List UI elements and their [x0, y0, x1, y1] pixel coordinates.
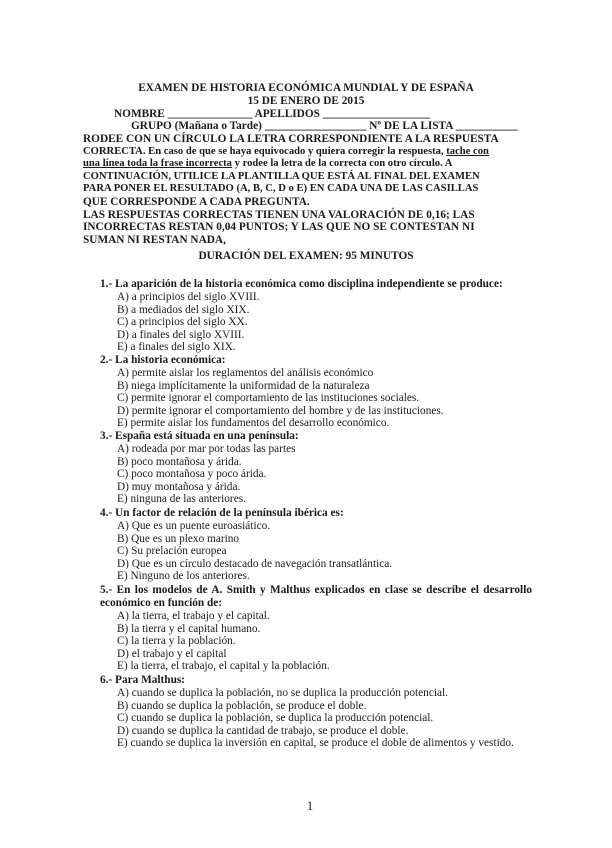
instr-line-6: QUE CORRESPONDE A CADA PREGUNTA.: [83, 195, 310, 208]
question-5-stem: [100, 584, 532, 610]
grupo-line: [131, 120, 518, 133]
apellidos-blank[interactable]: ___________________: [322, 108, 431, 120]
question-3-stem: 3.- España está situada en una península:: [100, 430, 299, 442]
question-1-stem: 1.- La aparición de la historia económica como disciplina independiente se produce:: [100, 278, 503, 290]
question-5-options: [117, 610, 537, 673]
grupo-blank[interactable]: __________________: [264, 120, 367, 132]
question-6-option-e[interactable]: E) cuando se duplica la inversión en capital, se produce el doble de alimentos y vestido.: [117, 737, 514, 750]
question-3-option-a[interactable]: A) rodeada por mar por todas las partes: [117, 443, 296, 455]
question-6-option-a[interactable]: A) cuando se duplica la población, no se duplica la producción potencial.: [117, 687, 448, 699]
apellidos-label: APELLIDOS: [254, 108, 320, 120]
question-6-option-c[interactable]: C) cuando se duplica la población, se duplica la producción potencial.: [117, 712, 434, 725]
question-1-option-c[interactable]: C) a principios del siglo XX.: [117, 316, 248, 329]
question-2-option-e[interactable]: E) permite aislar los fundamentos del desarrollo económico.: [117, 417, 390, 430]
question-4-option-d[interactable]: D) Que es un círculo destacado de navegación transatlántica.: [117, 557, 393, 570]
question-1-option-b[interactable]: B) a mediados del siglo XIX.: [117, 303, 250, 316]
instructions: [83, 133, 531, 246]
question-2-stem: 2.- La historia económica:: [100, 354, 226, 366]
instr-line-8: INCORRECTAS RESTAN 0,04 PUNTOS; Y LAS QUE NO SE CONTESTAN NI: [83, 221, 475, 234]
question-4-option-b[interactable]: B) Que es un plexo marino: [117, 532, 240, 545]
instr-line-2: CORRECTA. En caso de que se haya equivocado y quiera corregir la respuesta, tache con: [83, 145, 489, 157]
nombre-blank[interactable]: _______________: [167, 108, 253, 120]
instr-line-3: una línea toda la frase incorrecta y rodee la letra de la correcta con otro círculo. A: [83, 158, 453, 170]
question-5-option-a[interactable]: A) la tierra, el trabajo y el capital.: [117, 610, 270, 622]
question-4-option-a[interactable]: A) Que es un puente euroasiático.: [117, 520, 271, 532]
exam-duration: DURACIÓN DEL EXAMEN: 95 MINUTOS: [198, 250, 414, 262]
question-5-option-e[interactable]: E) la tierra, el trabajo, el capital y la población.: [117, 660, 330, 673]
question-2-option-d[interactable]: D) permite ignorar el comportamiento del hombre y de las instituciones.: [117, 404, 444, 417]
question-1-options: [117, 291, 537, 354]
question-5-option-d[interactable]: D) el trabajo y el capital: [117, 647, 227, 660]
exam-date: 15 DE ENERO DE 2015: [247, 95, 365, 107]
question-3-option-d[interactable]: D) muy montañosa y árida.: [117, 480, 241, 493]
question-6-option-d[interactable]: D) cuando se duplica la cantidad de trabajo, se produce el doble.: [117, 724, 409, 737]
question-4-option-e[interactable]: E) Ninguno de los anteriores.: [117, 570, 250, 583]
question-2-options: [117, 367, 537, 430]
question-4-options: [117, 520, 537, 583]
instr-line-9: SUMAN NI RESTAN NADA,: [83, 233, 226, 246]
question-3-option-e[interactable]: E) ninguna de las anteriores.: [117, 493, 246, 506]
lista-label: Nº DE LA LISTA: [369, 120, 453, 132]
question-1-option-a[interactable]: A) a principios del siglo XVIII.: [117, 291, 260, 303]
question-4-option-c[interactable]: C) Su prelación europea: [117, 545, 227, 558]
question-6-option-b[interactable]: B) cuando se duplica la población, se produce el doble.: [117, 699, 367, 712]
question-3-options: [117, 443, 537, 506]
question-4-stem: 4.- Un factor de relación de la península ibérica es:: [100, 507, 344, 519]
exam-title: EXAMEN DE HISTORIA ECONÓMICA MUNDIAL Y DE ESPAÑA: [138, 82, 474, 94]
instr-line-7: LAS RESPUESTAS CORRECTAS TIENEN UNA VALORACIÓN DE 0,16; LAS: [83, 208, 475, 221]
question-2-option-c[interactable]: C) permite ignorar el comportamiento de las instituciones sociales.: [117, 392, 420, 405]
question-3-option-c[interactable]: C) poco montañosa y poco árida.: [117, 468, 267, 481]
question-3-option-b[interactable]: B) poco montañosa y árida.: [117, 455, 242, 468]
question-6-stem: 6.- Para Malthus:: [100, 674, 186, 686]
page-number: 1: [306, 798, 314, 813]
instr-line-1: RODEE CON UN CÍRCULO LA LETRA CORRESPONDIENTE A LA RESPUESTA: [83, 133, 499, 145]
grupo-label: GRUPO (Mañana o Tarde): [131, 120, 262, 132]
question-1-option-e[interactable]: E) a finales del siglo XIX.: [117, 341, 236, 354]
question-5-option-b[interactable]: B) la tierra y el capital humano.: [117, 622, 261, 635]
question-6-options: [117, 687, 537, 750]
lista-blank[interactable]: ___________: [455, 120, 518, 132]
instr-line-4: CONTINUACIÓN, UTILICE LA PLANTILLA QUE ESTÁ AL FINAL DEL EXAMEN: [83, 170, 480, 182]
question-2-option-a[interactable]: A) permite aislar los reglamentos del análisis económico: [117, 367, 374, 379]
question-5-stem-line-2: económico en función de:: [100, 597, 223, 609]
question-5-option-c[interactable]: C) la tierra y la población.: [117, 635, 236, 648]
question-5-stem-line-1: 5.- En los modelos de A. Smith y Malthus explicados en clase se describe el desarrollo: [100, 584, 532, 596]
instr-line-5: PARA PONER EL RESULTADO (A, B, C, D o E) EN CADA UNA DE LAS CASILLAS: [83, 183, 479, 195]
question-2-option-b[interactable]: B) niega implícitamente la uniformidad de la naturaleza: [117, 379, 370, 392]
nombre-label: NOMBRE: [114, 108, 165, 120]
question-1-option-d[interactable]: D) a finales del siglo XVIII.: [117, 328, 245, 341]
